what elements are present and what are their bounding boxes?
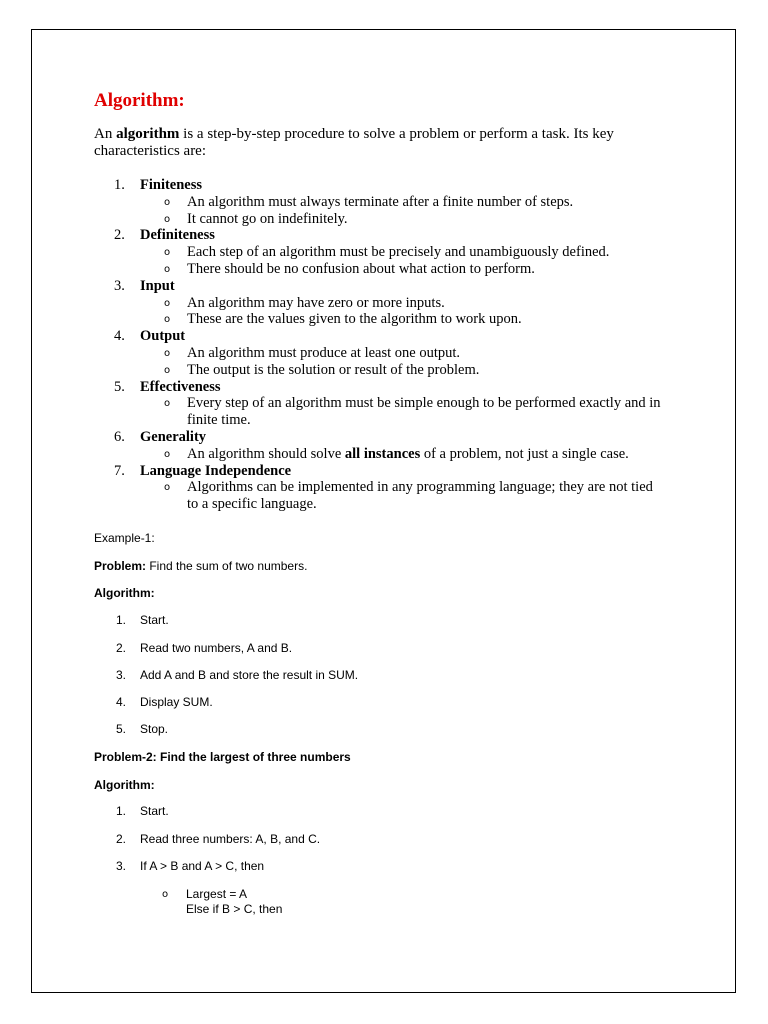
bullet-bold-text: all instances xyxy=(344,445,421,462)
item-heading: Generality xyxy=(140,428,207,445)
characteristic-item xyxy=(94,379,714,396)
bullet-text: An algorithm must always terminate after a finite number of steps. xyxy=(187,193,574,210)
item-number: 3. xyxy=(114,277,125,294)
substep-line: Else if B > C, then xyxy=(186,902,283,916)
example-1-step xyxy=(116,668,358,682)
step-number: 2. xyxy=(116,832,127,846)
bullet-text xyxy=(187,446,667,463)
item-heading: Output xyxy=(140,328,186,345)
bullet-icon: o xyxy=(164,482,171,494)
bullet-text: An algorithm may have zero or more inputs. xyxy=(187,294,445,311)
document-page xyxy=(31,29,736,993)
step-number: 4. xyxy=(116,695,127,709)
item-number: 4. xyxy=(114,328,125,345)
intro-bold-term: algorithm xyxy=(116,126,180,142)
characteristic-item xyxy=(94,463,714,480)
bullet-icon: o xyxy=(164,314,171,326)
bullet-icon: o xyxy=(162,889,169,900)
example-2-algorithm-label: Algorithm: xyxy=(94,778,155,792)
step-number: 5. xyxy=(116,722,127,736)
example-1-problem xyxy=(94,559,307,573)
bullet-icon: o xyxy=(164,247,171,259)
example-1-step xyxy=(116,641,292,655)
item-heading: Definiteness xyxy=(140,227,215,244)
bullet-text: Algorithms can be implemented in any programming language; they are not tied to a specific language. xyxy=(187,479,653,513)
characteristic-item xyxy=(94,227,714,244)
example-2-substep xyxy=(162,887,282,917)
bullet-icon: o xyxy=(164,297,171,309)
step-text: Start. xyxy=(140,804,169,818)
intro-paragraph xyxy=(94,126,654,160)
step-number: 1. xyxy=(116,613,127,627)
bullet-icon: o xyxy=(164,347,171,359)
bullet-item xyxy=(94,295,714,312)
example-1-label: Example-1: xyxy=(94,531,155,545)
bullet-item xyxy=(94,211,714,228)
bullet-item xyxy=(94,446,714,463)
example-1-step xyxy=(116,695,213,709)
example-1-step xyxy=(116,722,168,736)
bullet-text-after: of a problem, not just a single case. xyxy=(420,445,629,462)
bullet-item xyxy=(94,244,714,261)
example-2-step xyxy=(116,859,264,873)
item-number: 1. xyxy=(114,177,125,193)
intro-text-after: is a step-by-step procedure to solve a problem or perform a task. Its key characteristics are: xyxy=(94,126,614,159)
step-text: Read three numbers: A, B, and C. xyxy=(140,832,321,846)
step-text: Display SUM. xyxy=(140,695,213,709)
item-heading: Language Independence xyxy=(140,462,292,479)
bullet-icon: o xyxy=(164,448,171,460)
bullet-icon: o xyxy=(164,213,171,225)
step-text: Add A and B and store the result in SUM. xyxy=(140,668,359,682)
bullet-icon: o xyxy=(164,364,171,376)
bullet-item xyxy=(94,311,714,328)
step-text: Start. xyxy=(140,613,169,627)
problem-text: Find the sum of two numbers. xyxy=(146,559,308,573)
bullet-text: An algorithm must produce at least one output. xyxy=(187,344,461,361)
step-number: 3. xyxy=(116,668,127,682)
characteristic-item xyxy=(94,177,714,194)
bullet-text: Every step of an algorithm must be simple enough to be performed exactly and in finite time. xyxy=(187,395,661,429)
example-2-problem: Problem-2: Find the largest of three numbers xyxy=(94,750,351,764)
step-number: 3. xyxy=(116,859,127,873)
item-number: 7. xyxy=(114,462,125,479)
characteristic-item xyxy=(94,278,714,295)
bullet-text: The output is the solution or result of the problem. xyxy=(187,361,480,378)
bullet-item xyxy=(94,194,714,211)
item-heading: Finiteness xyxy=(140,177,203,193)
bullet-item xyxy=(94,479,714,513)
bullet-item xyxy=(94,261,714,278)
bullet-icon: o xyxy=(164,398,171,410)
step-number: 1. xyxy=(116,804,127,818)
intro-text-before: An xyxy=(94,126,117,142)
bullet-icon: o xyxy=(164,263,171,275)
bullet-item xyxy=(94,345,714,362)
bullet-item xyxy=(94,362,714,379)
bullet-text: There should be no confusion about what action to perform. xyxy=(187,260,535,277)
characteristic-item xyxy=(94,328,714,345)
item-heading: Effectiveness xyxy=(140,378,221,395)
step-text: If A > B and A > C, then xyxy=(140,859,265,873)
example-2-step xyxy=(116,804,169,818)
item-heading: Input xyxy=(140,277,175,294)
bullet-text-before: An algorithm should solve xyxy=(187,445,345,462)
substep-line: Largest = A xyxy=(186,887,248,901)
example-1-algorithm-label: Algorithm: xyxy=(94,586,155,600)
bullet-text: Each step of an algorithm must be precisely and unambiguously defined. xyxy=(187,244,610,261)
item-number: 2. xyxy=(114,227,125,244)
item-number: 5. xyxy=(114,378,125,395)
bullet-text: These are the values given to the algorithm to work upon. xyxy=(187,311,522,328)
document-title: Algorithm: xyxy=(94,90,185,111)
bullet-icon: o xyxy=(164,196,171,208)
problem-label: Problem: xyxy=(94,559,147,573)
item-number: 6. xyxy=(114,428,125,445)
step-number: 2. xyxy=(116,641,127,655)
bullet-item xyxy=(94,395,714,429)
characteristic-item xyxy=(94,429,714,446)
step-text: Read two numbers, A and B. xyxy=(140,641,293,655)
bullet-text: It cannot go on indefinitely. xyxy=(187,210,348,227)
characteristics-list xyxy=(94,177,714,513)
step-text: Stop. xyxy=(140,722,169,736)
example-2-step xyxy=(116,832,320,846)
example-1-step xyxy=(116,613,169,627)
